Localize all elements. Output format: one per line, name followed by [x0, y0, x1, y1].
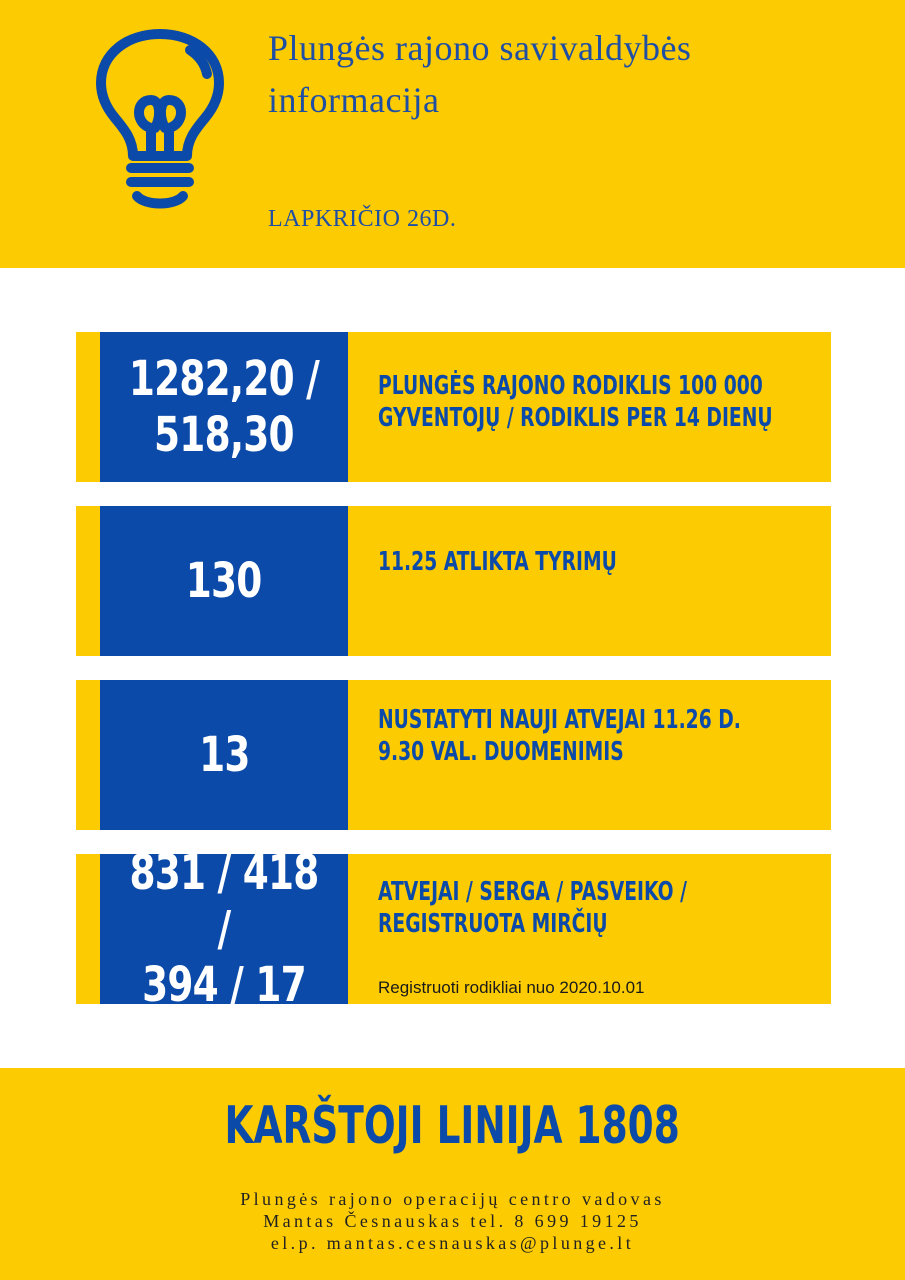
stat-value — [100, 332, 348, 482]
stat-row-totals — [76, 845, 831, 1013]
stat-value — [100, 680, 348, 830]
stat-footnote: Registruoti rodikliai nuo 2020.10.01 — [378, 978, 645, 997]
stat-label-line: PLUNGĖS RAJONO RODIKLIS 100 000 — [378, 371, 763, 401]
stat-label — [378, 546, 818, 578]
stat-label — [378, 370, 818, 434]
stat-label — [378, 704, 818, 768]
title-line: informacija — [268, 80, 440, 120]
hotline-text: KARŠTOJI LINIJA 1808 — [224, 1096, 681, 1156]
footer-banner — [0, 1068, 905, 1280]
stat-value-line: 394 / 17 — [142, 957, 306, 1013]
stat-label-line: GYVENTOJŲ / RODIKLIS PER 14 DIENŲ — [378, 403, 773, 433]
stat-label-line: REGISTRUOTA MIRČIŲ — [378, 909, 608, 939]
report-date: LAPKRIČIO 26D. — [268, 206, 457, 232]
header-banner — [0, 0, 905, 268]
stat-row-new-cases — [76, 680, 831, 830]
contact-info — [0, 1188, 905, 1254]
page-title — [268, 22, 888, 126]
title-line: Plungės rajono savivaldybės — [268, 28, 692, 68]
stat-value-line: 130 — [186, 553, 262, 609]
stat-value — [100, 506, 348, 656]
stat-label-line: 11.25 ATLIKTA TYRIMŲ — [378, 547, 617, 577]
lightbulb-icon — [95, 28, 225, 213]
stat-value-line: 518,30 — [154, 407, 294, 463]
hotline-heading — [0, 1096, 905, 1156]
stat-value-line: 13 — [198, 727, 250, 783]
stat-row-incidence — [76, 332, 831, 482]
contact-email: el.p. mantas.cesnauskas@plunge.lt — [270, 1233, 635, 1253]
stat-label-line: 9.30 VAL. DUOMENIMIS — [378, 737, 624, 767]
stat-value-line: 1282,20 / — [128, 351, 320, 407]
stat-label-line: ATVEJAI / SERGA / PASVEIKO / — [378, 877, 687, 907]
contact-line: Mantas Česnauskas tel. 8 699 19125 — [263, 1211, 642, 1231]
stat-value-line: 831 / 418 / — [129, 845, 319, 957]
stat-value — [100, 845, 348, 1013]
stat-label-line: NUSTATYTI NAUJI ATVEJAI 11.26 D. — [378, 705, 741, 735]
contact-line: Plungės rajono operacijų centro vadovas — [240, 1189, 665, 1209]
stat-row-tests — [76, 506, 831, 656]
stat-label — [378, 876, 818, 940]
